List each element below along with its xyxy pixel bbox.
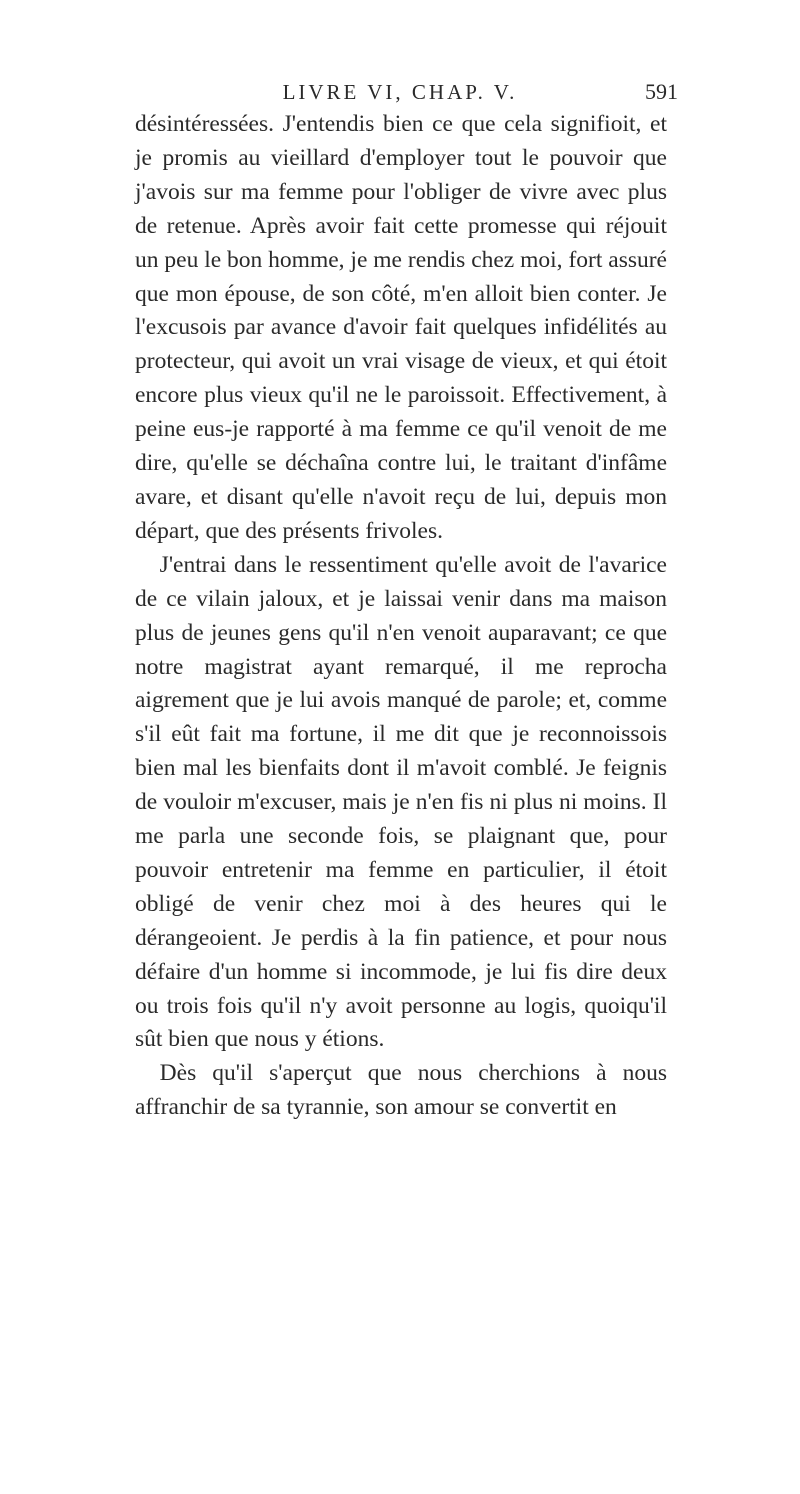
page-number: 591 bbox=[645, 79, 678, 104]
running-head bbox=[0, 50, 800, 104]
chapter-heading: LIVRE VI, CHAP. V. bbox=[282, 80, 518, 104]
paragraph: Dès qu'il s'aperçut que nous cherchions à nous affranchir de sa tyrannie, son amour se convertit en bbox=[135, 1060, 667, 1121]
paragraph-continuation: désintéressées. J'entendis bien ce que cela signifioit, et je promis au vieillard d'employer tout le pouvoir que j'avois sur ma femme pour l'obliger de vivre avec plus de retenue. Après avoir fait cette promesse qui réjouit un peu le bon homme, je me rendis chez moi, fort assuré que mon épouse, de son côté, m'en alloit bien conter. Je l'excusois par avance d'avoir fait quelques infidélités au protecteur, qui avoit un vrai visage de vieux, et qui étoit encore plus vieux qu'il ne le paroissoit. Effectivement, à peine eus-je rapporté à ma femme ce qu'il venoit de me dire, qu'elle se déchaîna contre lui, le traitant d'infâme avare, et disant qu'elle n'avoit reçu de lui, depuis mon départ, que des présents frivoles. bbox=[135, 111, 667, 544]
paragraph: J'entrai dans le ressentiment qu'elle avoit de l'avarice de ce vilain jaloux, et je laissai venir dans ma maison plus de jeunes gens qu'il n'en venoit auparavant; ce que notre magistrat ayant remarqué, il me reprocha aigrement que je lui avois manqué de parole; et, comme s'il eût fait ma fortune, il me dit que je reconnoissois bien mal les bienfaits dont il m'avoit comblé. Je feignis de vouloir m'excuser, mais je n'en fis ni plus ni moins. Il me parla une seconde fois, se plaignant que, pour pouvoir entretenir ma femme en particulier, il étoit obligé de venir chez moi à des heures qui le dérangeoient. Je perdis à la fin patience, et pour nous défaire d'un homme si incommode, je lui fis dire deux ou trois fois qu'il n'y avoit personne au logis, quoiqu'il sût bien que nous y étions. bbox=[135, 551, 667, 1053]
body-text bbox=[135, 108, 667, 1125]
